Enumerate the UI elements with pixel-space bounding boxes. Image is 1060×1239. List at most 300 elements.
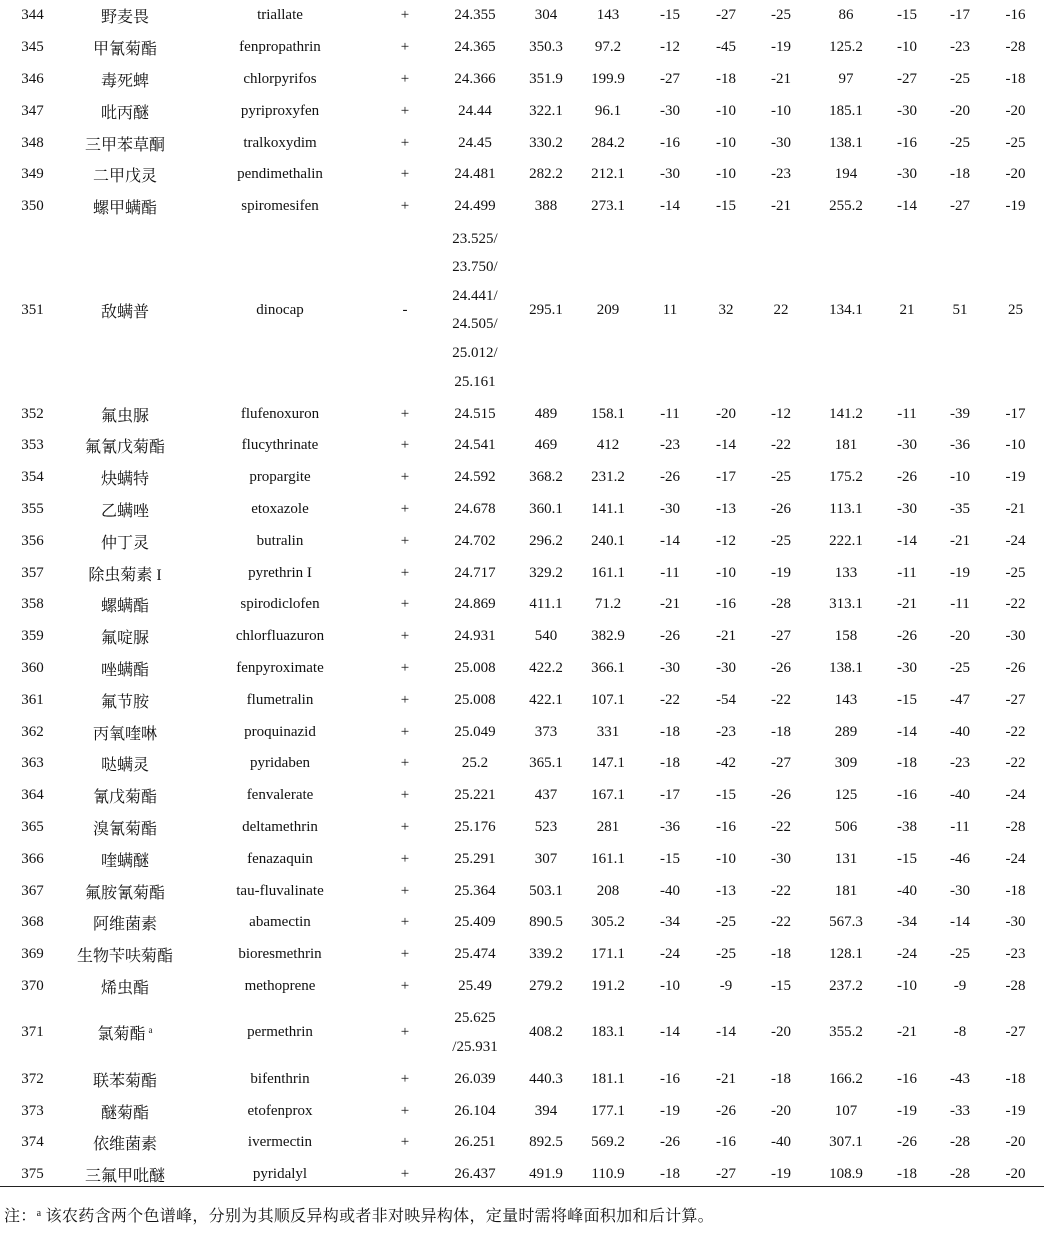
- collision-value-6: -23: [1005, 946, 1026, 963]
- compound-number: 367: [21, 882, 44, 899]
- compound-number: 356: [21, 532, 44, 549]
- chinese-name: [65, 95, 185, 127]
- collision-value-1: -15: [660, 7, 680, 24]
- product-ion-1: 181.1: [591, 1070, 625, 1087]
- ionization-mode: +: [400, 70, 410, 87]
- english-name: ivermectin: [247, 1134, 313, 1151]
- collision-value-3: -22: [771, 437, 791, 454]
- collision-value-2: 32: [718, 301, 734, 318]
- collision-value-1: 11: [662, 301, 678, 318]
- chinese-name: [65, 684, 185, 716]
- chinese-name: [65, 462, 185, 494]
- ionization-mode: +: [400, 977, 410, 994]
- english-name: bioresmethrin: [238, 946, 322, 963]
- table-row: [0, 64, 1044, 96]
- product-ion-1: 273.1: [591, 198, 625, 215]
- table-row: [0, 1002, 1044, 1063]
- collision-value-6: -28: [1005, 39, 1026, 56]
- table-row: [0, 494, 1044, 526]
- ionization-mode: +: [400, 1166, 410, 1183]
- product-ion-2: 289: [834, 723, 858, 740]
- chinese-name: [65, 398, 185, 430]
- product-ion-2: 355.2: [829, 1024, 863, 1041]
- collision-value-5: -30: [950, 882, 970, 899]
- product-ion-1: 71.2: [594, 596, 622, 613]
- chinese-name-text: 野麦畏: [100, 9, 149, 27]
- table-row: [0, 716, 1044, 748]
- collision-value-5: -40: [950, 787, 970, 804]
- precursor-ion: 440.3: [529, 1070, 563, 1087]
- collision-value-4: -10: [897, 977, 917, 994]
- retention-time: 25.474: [454, 946, 496, 963]
- collision-value-5: -20: [950, 628, 970, 645]
- collision-value-3: -12: [771, 405, 791, 422]
- collision-value-3: -20: [771, 1024, 791, 1041]
- compound-number: 359: [21, 628, 44, 645]
- compound-number: 375: [21, 1166, 44, 1183]
- collision-value-3: -19: [771, 564, 791, 581]
- precursor-ion: 330.2: [529, 134, 563, 151]
- precursor-ion: 892.5: [529, 1134, 563, 1151]
- english-name: spirodiclofen: [240, 596, 320, 613]
- collision-value-6: -10: [1005, 437, 1026, 454]
- collision-value-3: -22: [771, 691, 791, 708]
- table-bottom-rule: [0, 1186, 1044, 1187]
- compound-number: 348: [21, 134, 44, 151]
- precursor-ion: 503.1: [529, 882, 563, 899]
- chinese-name-text: 乙螨唑: [100, 502, 149, 520]
- collision-value-6: -28: [1005, 977, 1026, 994]
- chinese-name: [65, 159, 185, 191]
- ionization-mode: +: [400, 882, 410, 899]
- chinese-name-text: 甲氰菊酯: [92, 41, 157, 59]
- chinese-name-text: 氟胺氰菊酯: [84, 884, 165, 902]
- chinese-name-text: 联苯菊酯: [92, 1072, 157, 1090]
- collision-value-2: -10: [716, 564, 736, 581]
- precursor-ion: 540: [534, 628, 558, 645]
- collision-value-3: -19: [771, 1166, 791, 1183]
- retention-time: 26.251: [454, 1134, 496, 1151]
- table-row: [0, 430, 1044, 462]
- collision-value-6: -22: [1005, 755, 1026, 772]
- collision-value-1: -18: [660, 1166, 680, 1183]
- collision-value-6: -22: [1005, 723, 1026, 740]
- english-name: flucythrinate: [241, 437, 319, 454]
- ionization-mode: +: [400, 500, 410, 517]
- collision-value-6: -30: [1005, 628, 1026, 645]
- ionization-mode: +: [400, 564, 410, 581]
- collision-value-2: -45: [716, 39, 736, 56]
- collision-value-5: -9: [953, 977, 967, 994]
- collision-value-3: -21: [771, 198, 791, 215]
- collision-value-2: -15: [716, 198, 736, 215]
- ionization-mode: +: [400, 1134, 410, 1151]
- table-row: [0, 127, 1044, 159]
- collision-value-6: -27: [1005, 691, 1026, 708]
- precursor-ion: 422.2: [529, 659, 563, 676]
- chinese-name: [65, 907, 185, 939]
- collision-value-4: -40: [897, 882, 917, 899]
- ionization-mode: +: [400, 39, 410, 56]
- chinese-name-text: 毒死蜱: [100, 72, 149, 90]
- collision-value-2: -9: [719, 977, 733, 994]
- product-ion-2: 138.1: [829, 134, 863, 151]
- product-ion-1: 331: [596, 723, 620, 740]
- chinese-name-text: 三氟甲吡醚: [84, 1168, 165, 1186]
- chinese-name-text: 生物苄呋菊酯: [76, 948, 173, 966]
- table-row: [0, 748, 1044, 780]
- chinese-name-text: 氰戊菊酯: [92, 789, 157, 807]
- chinese-name-text: 醚菊酯: [100, 1104, 149, 1122]
- retention-time: [435, 1002, 515, 1063]
- english-name: flufenoxuron: [240, 405, 320, 422]
- english-name: deltamethrin: [242, 818, 318, 835]
- compound-number: 358: [21, 596, 44, 613]
- precursor-ion: 388: [534, 198, 558, 215]
- chinese-name-text: 烯虫酯: [100, 979, 149, 997]
- product-ion-2: 567.3: [829, 914, 863, 931]
- english-name: fenpyroximate: [236, 659, 324, 676]
- compound-number: 369: [21, 946, 44, 963]
- collision-value-5: -25: [950, 946, 970, 963]
- english-name: spiromesifen: [241, 198, 319, 215]
- compound-number: 370: [21, 977, 44, 994]
- collision-value-2: -10: [716, 134, 736, 151]
- collision-value-5: 51: [952, 301, 968, 318]
- collision-value-2: -14: [716, 437, 736, 454]
- product-ion-2: 138.1: [829, 659, 863, 676]
- collision-value-2: -23: [716, 723, 736, 740]
- chinese-name: [65, 875, 185, 907]
- chinese-name: [65, 0, 185, 32]
- product-ion-2: 237.2: [829, 977, 863, 994]
- product-ion-1: 141.1: [591, 500, 625, 517]
- product-ion-2: 194: [834, 166, 858, 183]
- chinese-name-text: 溴氰菊酯: [92, 820, 157, 838]
- compound-number: 368: [21, 914, 44, 931]
- retention-time: 24.717: [454, 564, 496, 581]
- collision-value-2: -16: [716, 596, 736, 613]
- collision-value-4: -26: [897, 628, 917, 645]
- collision-value-2: -17: [716, 469, 736, 486]
- collision-value-1: -19: [660, 1102, 680, 1119]
- collision-value-4: -26: [897, 1134, 917, 1151]
- product-ion-2: 133: [834, 564, 858, 581]
- retention-time: 25.49: [458, 977, 492, 994]
- retention-time: 24.702: [454, 532, 496, 549]
- product-ion-2: 143: [834, 691, 858, 708]
- collision-value-3: -15: [771, 977, 791, 994]
- ionization-mode: +: [400, 102, 410, 119]
- collision-value-2: -10: [716, 166, 736, 183]
- product-ion-1: 366.1: [591, 659, 625, 676]
- product-ion-2: 309: [834, 755, 858, 772]
- collision-value-6: -16: [1005, 7, 1026, 24]
- collision-value-3: -10: [771, 102, 791, 119]
- collision-value-3: -22: [771, 882, 791, 899]
- collision-value-1: -26: [660, 628, 680, 645]
- collision-value-5: -23: [950, 755, 970, 772]
- precursor-ion: 523: [534, 818, 558, 835]
- product-ion-1: 199.9: [591, 70, 625, 87]
- precursor-ion: 322.1: [529, 102, 563, 119]
- chinese-name-text: 螺螨酯: [100, 598, 149, 616]
- table-row: [0, 191, 1044, 223]
- collision-value-1: -30: [660, 166, 680, 183]
- table-row: [0, 1127, 1044, 1159]
- retention-time: 25.409: [454, 914, 496, 931]
- table-row: [0, 1064, 1044, 1096]
- ionization-mode: +: [400, 532, 410, 549]
- compound-number: 371: [21, 1024, 44, 1041]
- product-ion-1: 382.9: [591, 628, 625, 645]
- collision-value-3: -18: [771, 946, 791, 963]
- retention-time: 24.592: [454, 469, 496, 486]
- collision-value-3: -28: [771, 596, 791, 613]
- collision-value-5: -11: [950, 818, 970, 835]
- compound-number: 354: [21, 469, 44, 486]
- compound-number: 355: [21, 500, 44, 517]
- table-row: [0, 653, 1044, 685]
- table-row: [0, 223, 1044, 399]
- product-ion-2: 113.1: [829, 500, 863, 517]
- product-ion-1: 143: [596, 7, 620, 24]
- compound-number: 347: [21, 102, 44, 119]
- collision-value-2: -13: [716, 882, 736, 899]
- product-ion-2: 158: [834, 628, 858, 645]
- collision-value-5: -47: [950, 691, 970, 708]
- collision-value-6: -26: [1005, 659, 1026, 676]
- collision-value-5: -46: [950, 850, 970, 867]
- collision-value-4: -18: [897, 755, 917, 772]
- collision-value-3: -20: [771, 1102, 791, 1119]
- collision-value-3: -18: [771, 723, 791, 740]
- compound-number: 362: [21, 723, 44, 740]
- collision-value-2: -20: [716, 405, 736, 422]
- chinese-name: [65, 812, 185, 844]
- english-name: tau-fluvalinate: [236, 882, 324, 899]
- compound-number: 357: [21, 564, 44, 581]
- table-row: [0, 525, 1044, 557]
- collision-value-3: -27: [771, 628, 791, 645]
- ionization-mode: +: [400, 659, 410, 676]
- product-ion-1: 281: [596, 818, 620, 835]
- ionization-mode: +: [400, 134, 410, 151]
- collision-value-1: -27: [660, 70, 680, 87]
- english-name: chlorpyrifos: [243, 70, 317, 87]
- product-ion-1: 305.2: [591, 914, 625, 931]
- ionization-mode: +: [400, 787, 410, 804]
- compound-number: 364: [21, 787, 44, 804]
- chinese-name-text: 哒螨灵: [100, 757, 149, 775]
- compound-number: 372: [21, 1070, 44, 1087]
- chinese-name: [65, 780, 185, 812]
- precursor-ion: 489: [534, 405, 558, 422]
- product-ion-2: 222.1: [829, 532, 863, 549]
- collision-value-4: -11: [897, 564, 917, 581]
- chinese-name-text: 氟虫脲: [100, 407, 149, 425]
- collision-value-6: -25: [1005, 134, 1026, 151]
- compound-number: 346: [21, 70, 44, 87]
- product-ion-1: 177.1: [591, 1102, 625, 1119]
- collision-value-5: -36: [950, 437, 970, 454]
- english-name: pendimethalin: [237, 166, 323, 183]
- precursor-ion: 394: [534, 1102, 558, 1119]
- precursor-ion: 365.1: [529, 755, 563, 772]
- collision-value-1: -18: [660, 755, 680, 772]
- collision-value-6: -27: [1005, 1024, 1026, 1041]
- ionization-mode: +: [400, 755, 410, 772]
- collision-value-3: -23: [771, 166, 791, 183]
- compound-number: 350: [21, 198, 44, 215]
- product-ion-2: 134.1: [829, 301, 863, 318]
- product-ion-2: 86: [838, 7, 854, 24]
- chinese-name: [65, 557, 185, 589]
- collision-value-5: -8: [953, 1024, 967, 1041]
- product-ion-1: 147.1: [591, 755, 625, 772]
- collision-value-1: -23: [660, 437, 680, 454]
- collision-value-2: -27: [716, 1166, 736, 1183]
- retention-time-line: 23.750/: [452, 259, 498, 276]
- collision-value-5: -25: [950, 659, 970, 676]
- table-row: [0, 589, 1044, 621]
- retention-time: 24.45: [458, 134, 492, 151]
- ionization-mode: +: [400, 469, 410, 486]
- collision-value-4: -11: [897, 405, 917, 422]
- collision-value-5: -25: [950, 134, 970, 151]
- precursor-ion: 307: [534, 850, 558, 867]
- collision-value-3: -19: [771, 39, 791, 56]
- retention-time: 24.355: [454, 7, 496, 24]
- retention-time: 25.364: [454, 882, 496, 899]
- collision-value-1: -30: [660, 102, 680, 119]
- compound-number: 352: [21, 405, 44, 422]
- compound-number: 365: [21, 818, 44, 835]
- english-name: dinocap: [256, 301, 304, 318]
- collision-value-2: -10: [716, 102, 736, 119]
- product-ion-1: 107.1: [591, 691, 625, 708]
- compound-number: 374: [21, 1134, 44, 1151]
- chinese-name-text: 除虫菊素 I: [88, 566, 162, 584]
- ionization-mode: +: [400, 405, 410, 422]
- retention-time: 25.221: [454, 787, 496, 804]
- chinese-name: [65, 64, 185, 96]
- collision-value-5: -19: [950, 564, 970, 581]
- collision-value-6: -18: [1005, 70, 1026, 87]
- retention-time: 24.44: [458, 102, 492, 119]
- retention-time-line: 25.012/: [452, 344, 498, 361]
- english-name: fenvalerate: [246, 787, 314, 804]
- chinese-name-text: 仲丁灵: [100, 534, 149, 552]
- collision-value-3: -30: [771, 134, 791, 151]
- collision-value-3: -22: [771, 914, 791, 931]
- retention-time: 25.176: [454, 818, 496, 835]
- collision-value-1: -30: [660, 659, 680, 676]
- collision-value-1: -26: [660, 469, 680, 486]
- collision-value-4: -15: [897, 7, 917, 24]
- collision-value-4: -24: [897, 946, 917, 963]
- collision-value-6: -20: [1005, 102, 1026, 119]
- collision-value-2: -15: [716, 787, 736, 804]
- ionization-mode: +: [400, 691, 410, 708]
- collision-value-5: -23: [950, 39, 970, 56]
- table-row: [0, 159, 1044, 191]
- collision-value-5: -20: [950, 102, 970, 119]
- compound-number: 349: [21, 166, 44, 183]
- english-name: pyridalyl: [252, 1166, 308, 1183]
- chinese-name-text: 螺甲螨酯: [92, 200, 157, 218]
- product-ion-2: 506: [834, 818, 858, 835]
- product-ion-2: 125: [834, 787, 858, 804]
- english-name: propargite: [249, 469, 311, 486]
- collision-value-1: -21: [660, 596, 680, 613]
- collision-value-1: -11: [660, 405, 680, 422]
- chinese-name-text: 阿维菌素: [92, 916, 157, 934]
- collision-value-4: -15: [897, 850, 917, 867]
- product-ion-1: 158.1: [591, 405, 625, 422]
- ionization-mode: +: [400, 723, 410, 740]
- collision-value-5: -11: [950, 596, 970, 613]
- table-row: [0, 843, 1044, 875]
- product-ion-1: 569.2: [591, 1134, 625, 1151]
- precursor-ion: 329.2: [529, 564, 563, 581]
- collision-value-1: -40: [660, 882, 680, 899]
- english-name: etoxazole: [251, 500, 309, 517]
- retention-time: 25.008: [454, 659, 496, 676]
- table-row: [0, 1095, 1044, 1127]
- collision-value-4: -21: [897, 596, 917, 613]
- collision-value-3: -26: [771, 659, 791, 676]
- table-row: [0, 462, 1044, 494]
- retention-time: 24.515: [454, 405, 496, 422]
- precursor-ion: 282.2: [529, 166, 563, 183]
- precursor-ion: 279.2: [529, 977, 563, 994]
- collision-value-2: -42: [716, 755, 736, 772]
- collision-value-4: -30: [897, 659, 917, 676]
- collision-value-3: -25: [771, 532, 791, 549]
- collision-value-2: -21: [716, 1070, 736, 1087]
- chinese-name-text: 氯菊酯: [97, 1026, 146, 1044]
- collision-value-6: -20: [1005, 1134, 1026, 1151]
- collision-value-6: -19: [1005, 198, 1026, 215]
- collision-value-4: -34: [897, 914, 917, 931]
- collision-value-4: -14: [897, 532, 917, 549]
- precursor-ion: 408.2: [529, 1024, 563, 1041]
- collision-value-4: -26: [897, 469, 917, 486]
- product-ion-1: 183.1: [591, 1024, 625, 1041]
- chinese-name-text: 丙氧喹啉: [92, 725, 157, 743]
- chinese-name: [65, 939, 185, 971]
- english-name: bifenthrin: [250, 1070, 310, 1087]
- chinese-name: [65, 223, 185, 399]
- precursor-ion: 304: [534, 7, 558, 24]
- english-name: chlorfluazuron: [235, 628, 325, 645]
- collision-value-3: 22: [773, 301, 789, 318]
- product-ion-2: 313.1: [829, 596, 863, 613]
- ionization-mode: +: [400, 166, 410, 183]
- english-name: tralkoxydim: [243, 134, 317, 151]
- collision-value-1: -11: [660, 564, 680, 581]
- collision-value-1: -14: [660, 198, 680, 215]
- product-ion-1: 284.2: [591, 134, 625, 151]
- english-name: triallate: [257, 7, 303, 24]
- collision-value-4: -14: [897, 198, 917, 215]
- chinese-name: [65, 127, 185, 159]
- collision-value-6: -20: [1005, 1166, 1026, 1183]
- product-ion-2: 307.1: [829, 1134, 863, 1151]
- chinese-name: [65, 971, 185, 1003]
- chinese-name-text: 喹螨醚: [100, 852, 149, 870]
